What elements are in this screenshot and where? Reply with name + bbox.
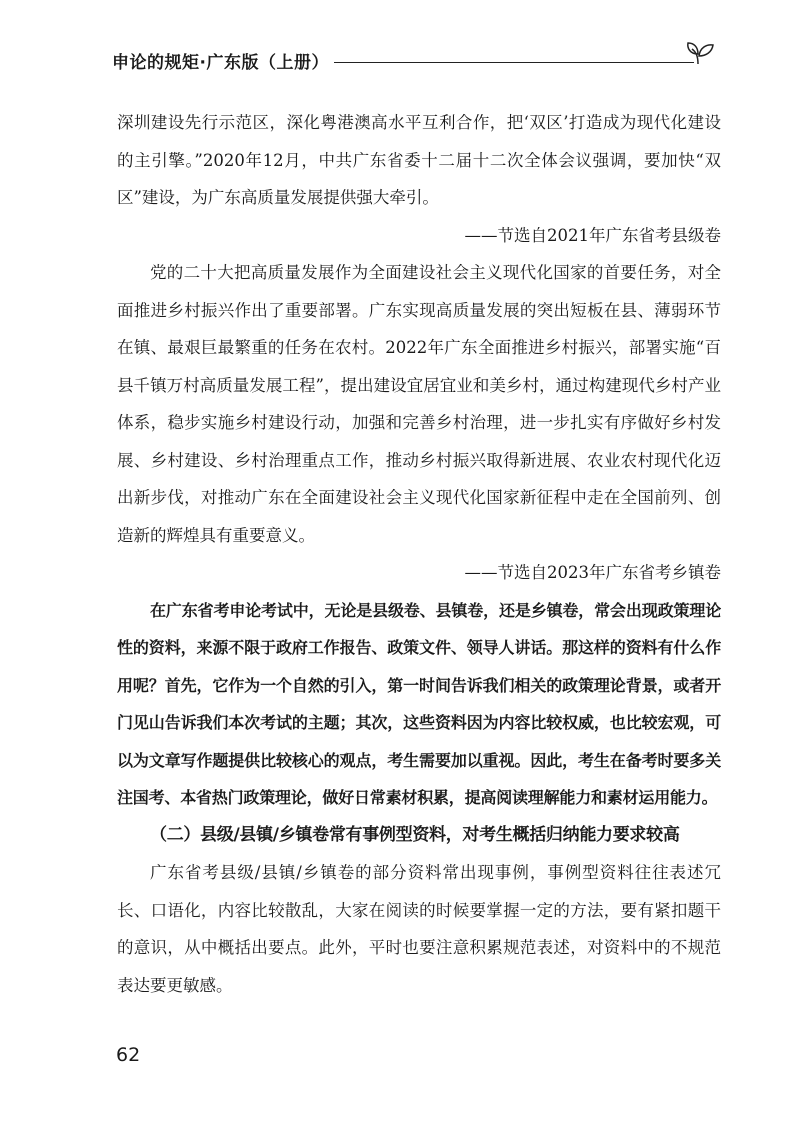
- section-heading: （二）县级/县镇/乡镇卷常有事例型资料，对考生概括归纳能力要求较高: [150, 824, 680, 845]
- book-title: 申论的规矩·广东版（上册）: [112, 53, 329, 73]
- body-paragraph-2: 党的二十大把高质量发展作为全面建设社会主义现代化国家的首要任务，对全面推进乡村振兴作出了重要部署。广东实现高质量发展的突出短板在县、薄弱环节在镇、最艰巨最繁重的任务在农村。2022年广东全面推进乡村振兴，部署实施“百县千镇万村高质量发展工程”，提出建设宜居宜业和美乡村，通过构建现代乡村产业体系，稳步实施乡村建设行动，加强和完善乡村治理，进一步扎实有序做好乡村发展、乡村建设、乡村治理重点工作，推动乡村振兴取得新进展、农业农村现代化迈出新步伐，对推动广东在全面建设社会主义现代化国家新征程中走在全国前列、创造新的辉煌具有重要意义。: [117, 263, 721, 545]
- page-number: 62: [116, 1044, 141, 1066]
- sprout-leaf-icon: [684, 40, 716, 66]
- source-citation-1: ——节选自2021年广东省考县级卷: [464, 225, 721, 245]
- source-citation-2: ——节选自2023年广东省考乡镇卷: [464, 563, 721, 582]
- body-paragraph-1: 深圳建设先行示范区，深化粤港澳高水平互利合作，把‘双区’打造成为现代化建设的主引擎。”2020年12月，中共广东省委十二届十二次全体会议强调，要加快“双区”建设，为广东高质量发展提供强大牵引。: [117, 113, 721, 207]
- page-body: [117, 104, 721, 1004]
- header-rule: [334, 62, 694, 63]
- running-header: [112, 44, 712, 74]
- analysis-paragraph: 在广东省考申论考试中，无论是县级卷、县镇卷，还是乡镇卷，常会出现政策理论性的资料，来源不限于政府工作报告、政策文件、领导人讲话。那这样的资料有什么作用呢？首先，它作为一个自然的引入，第一时间告诉我们相关的政策理论背景，或者开门见山告诉我们本次考试的主题；其次，这些资料因为内容比较权威，也比较宏观，可以为文章写作题提供比较核心的观点，考生需要加以重视。因此，考生在备考时要多关注国考、本省热门政策理论，做好日常素材积累，提高阅读理解能力和素材运用能力。: [117, 600, 721, 807]
- body-paragraph-3: 广东省考县级/县镇/乡镇卷的部分资料常出现事例，事例型资料往往表述冗长、口语化，内容比较散乱，大家在阅读的时候要掌握一定的方法，要有紧扣题干的意识，从中概括出要点。此外，平时也要注意积累规范表述，对资料中的不规范表达要更敏感。: [117, 863, 721, 995]
